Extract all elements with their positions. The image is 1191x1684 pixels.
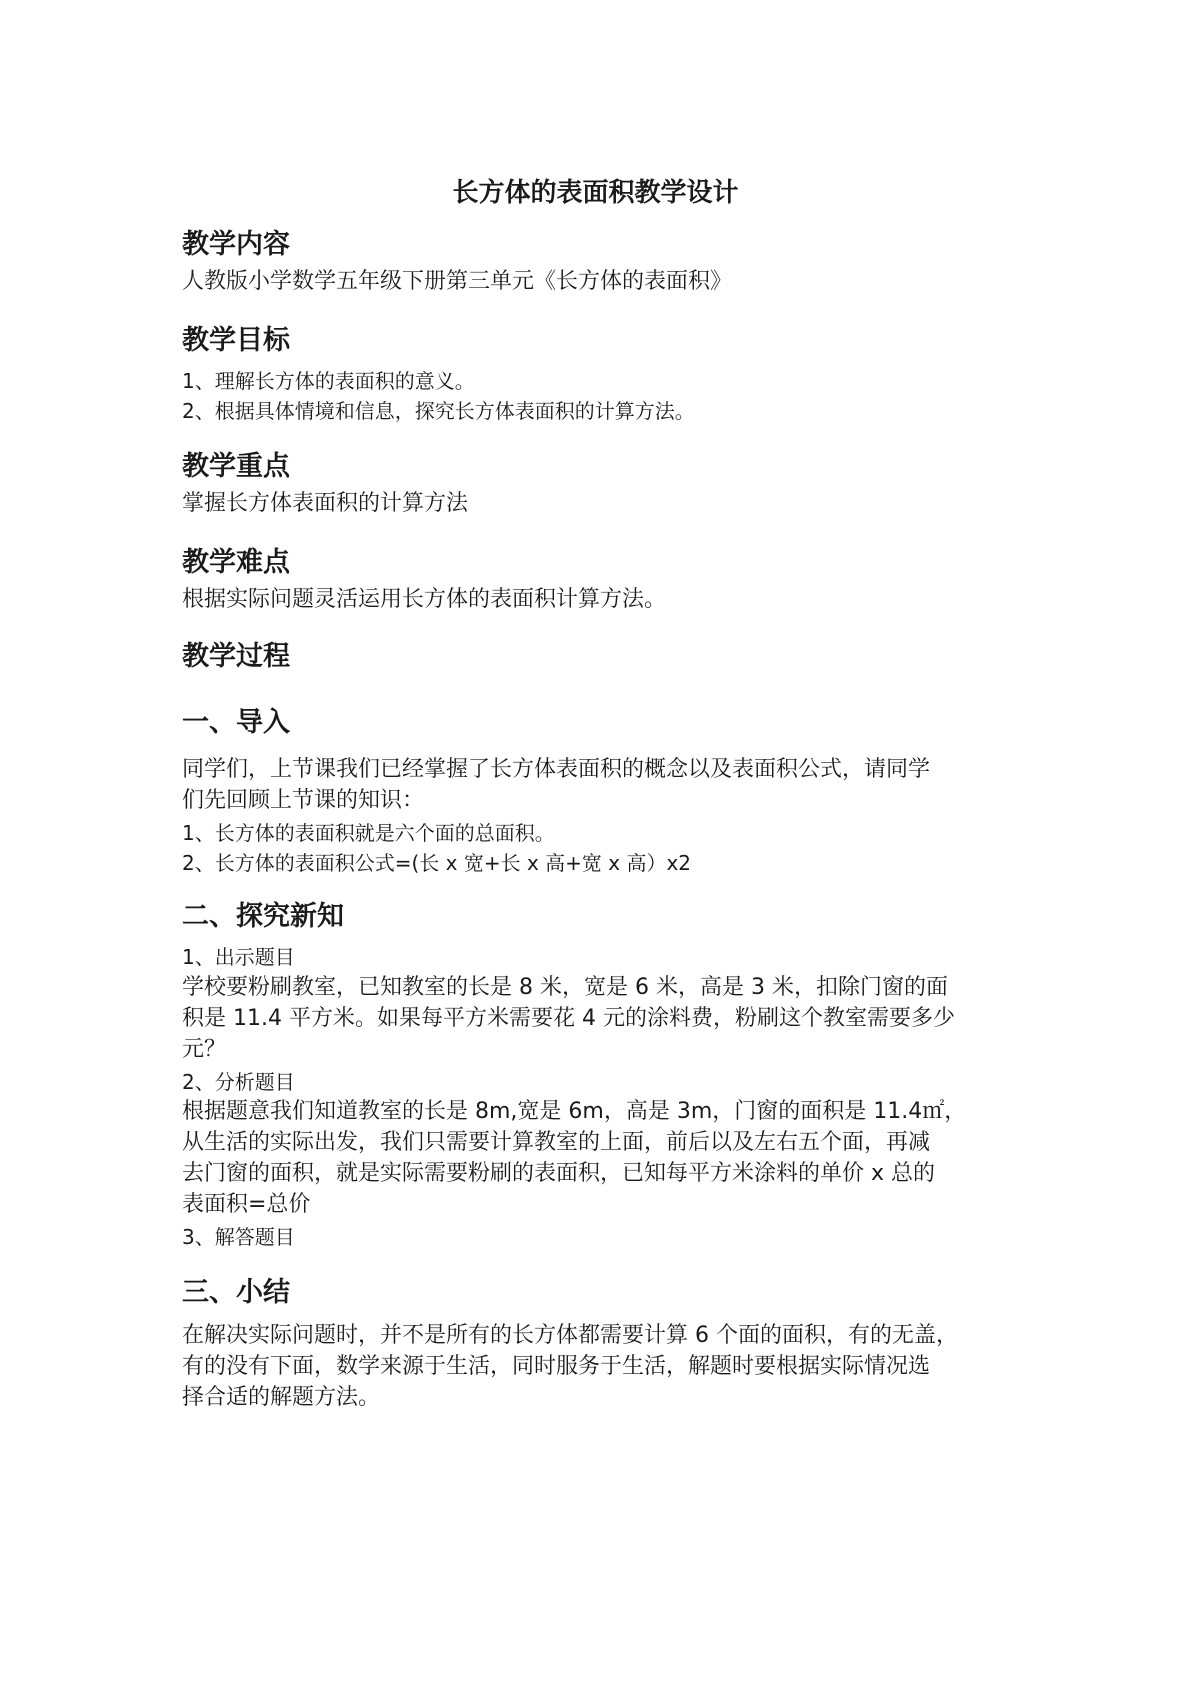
intro-line-2: 们先回顾上节课的知识： [182, 788, 425, 813]
explore-line-1: 1、出示题目 [182, 945, 295, 969]
explore-line-9: 表面积=总价 [182, 1192, 311, 1217]
key-points-text: 掌握长方体表面积的计算方法 [182, 491, 469, 516]
explore-line-2: 学校要粉刷教室，已知教室的长是 8 米，宽是 6 米，高是 3 米，扣除门窗的面 [182, 975, 948, 1000]
section-heading-summary: 三、小结 [182, 1277, 290, 1308]
explore-line-3: 积是 11.4 平方米。如果每平方米需要花 4 元的涂料费，粉刷这个教室需要多少 [182, 1006, 955, 1031]
explore-line-6: 根据题意我们知道教室的长是 8m,宽是 6m，高是 3m，门窗的面积是 11.4㎡， [182, 1099, 967, 1124]
goal-item-1: 1、理解长方体的表面积的意义。 [182, 369, 475, 393]
section-heading-intro: 一、导入 [182, 707, 290, 738]
section-heading-process: 教学过程 [182, 641, 290, 672]
explore-line-8: 去门窗的面积，就是实际需要粉刷的表面积，已知每平方米涂料的单价 x 总的 [182, 1161, 936, 1186]
content-text: 人教版小学数学五年级下册第三单元《长方体的表面积》 [182, 269, 733, 294]
section-heading-explore: 二、探究新知 [182, 901, 344, 932]
intro-line-1: 同学们，上节课我们已经掌握了长方体表面积的概念以及表面积公式，请同学 [182, 757, 931, 782]
section-heading-difficulties: 教学难点 [182, 547, 290, 578]
section-heading-key-points: 教学重点 [182, 451, 290, 482]
intro-line-4: 2、长方体的表面积公式=(长 x 宽+长 x 高+宽 x 高）x2 [182, 851, 692, 875]
explore-line-5: 2、分析题目 [182, 1070, 295, 1094]
intro-line-3: 1、长方体的表面积就是六个面的总面积。 [182, 821, 555, 845]
difficulties-text: 根据实际问题灵活运用长方体的表面积计算方法。 [182, 587, 667, 612]
goal-item-2: 2、根据具体情境和信息，探究长方体表面积的计算方法。 [182, 399, 695, 423]
section-heading-content: 教学内容 [182, 229, 290, 260]
explore-line-10: 3、解答题目 [182, 1225, 295, 1249]
explore-line-7: 从生活的实际出发，我们只需要计算教室的上面，前后以及左右五个面，再减 [182, 1130, 931, 1155]
summary-line-3: 择合适的解题方法。 [182, 1385, 381, 1410]
summary-line-2: 有的没有下面，数学来源于生活，同时服务于生活，解题时要根据实际情况选 [182, 1354, 931, 1379]
explore-line-4: 元？ [182, 1037, 227, 1062]
section-heading-goals: 教学目标 [182, 325, 290, 356]
document-title: 长方体的表面积教学设计 [452, 178, 739, 208]
summary-line-1: 在解决实际问题时，并不是所有的长方体都需要计算 6 个面的面积，有的无盖， [182, 1323, 958, 1348]
